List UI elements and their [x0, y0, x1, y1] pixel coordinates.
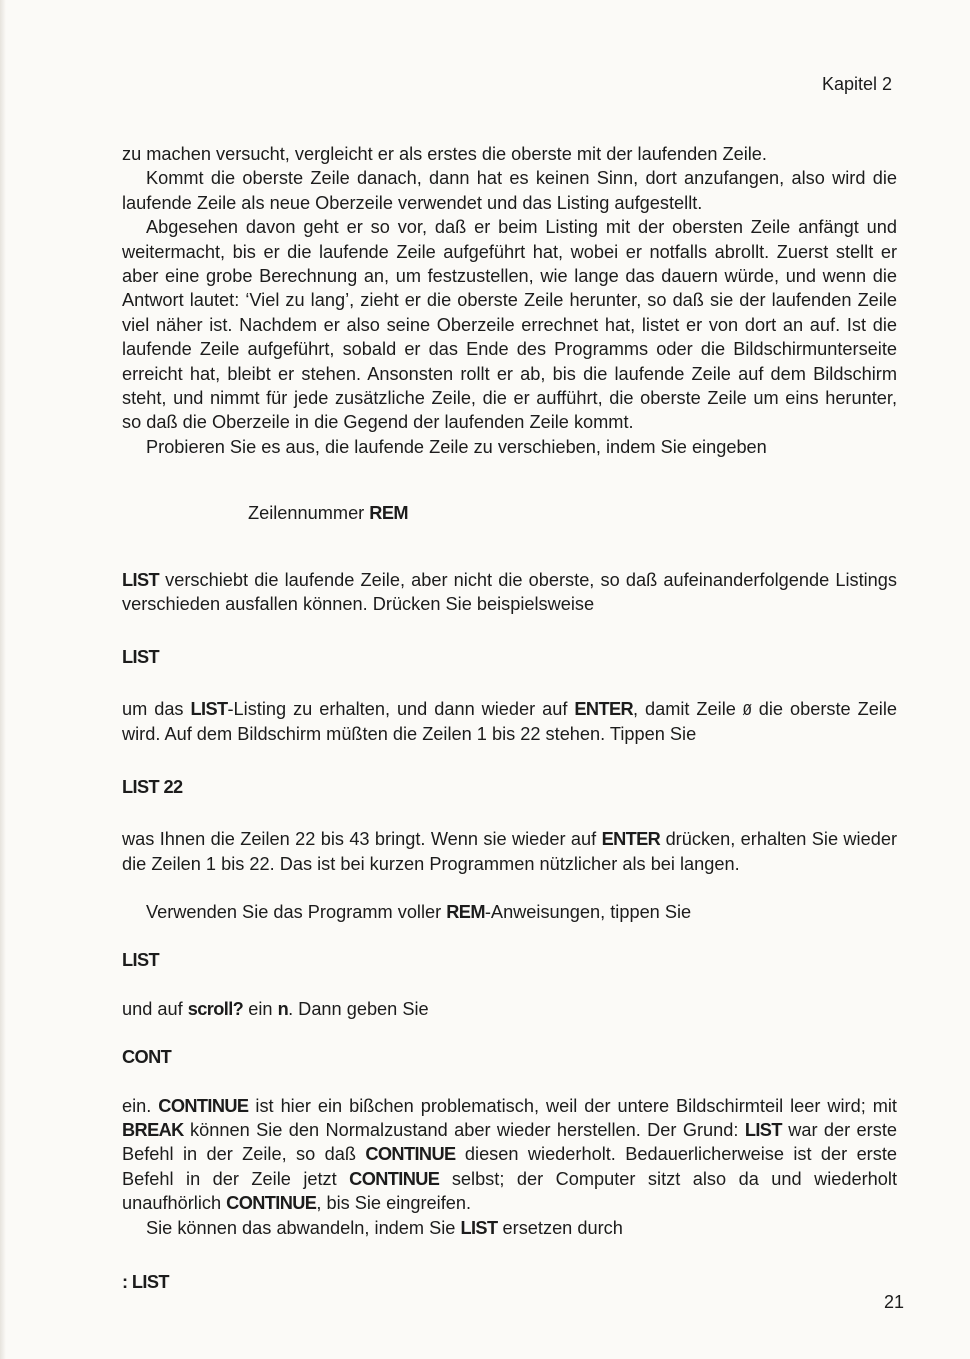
text: die oberste Zeile wird. Auf dem Bildschirm müßten die Zeilen 1 bis 22 stehen. Tippen Sie [122, 698, 898, 745]
command-line-5: CONT [122, 1047, 172, 1068]
slashed-zero: Ø [742, 700, 752, 719]
page-body [122, 142, 897, 1294]
keyword: LIST [460, 1217, 498, 1238]
text: . Dann geben Sie [288, 998, 429, 1019]
paragraph-4: Probieren Sie es aus, die laufende Zeile zu verschieben, indem Sie eingeben [146, 436, 767, 457]
command-line-1 [248, 501, 897, 525]
keyword: ENTER [574, 698, 634, 719]
command-line-6: : LIST [122, 1272, 169, 1292]
command-text: Zeilennummer [248, 503, 370, 524]
paragraph-11 [122, 1216, 897, 1240]
text: Verwenden Sie das Programm voller [146, 901, 447, 922]
text: , bis Sie eingreifen. [316, 1193, 472, 1214]
text: und auf [122, 998, 188, 1019]
text: Sie können das abwandeln, indem Sie [146, 1217, 461, 1238]
text: was Ihnen die Zeilen 22 bis 43 bringt. Wenn sie wieder auf [122, 829, 602, 850]
text: ein. [122, 1095, 159, 1116]
paragraph-3: Abgesehen davon geht er so vor, daß er beim Listing mit der obersten Zeile anfängt und weitermacht, bis er die laufende Zeile aufgeführt hat, wobei er notfalls abrollt. Zuerst stellt er aber eine grobe Berechnung an, um festzustellen, wie lange das dauern würde, und wenn die Antwort lautet: ‘Viel zu lang’, zieht er die oberste Zeile herunter, so daß sie der laufenden Zeile viel näher ist. Nachdem er also seine Oberzeile errechnet hat, listet er von dort an auf. Ist die laufende Zeile aufgeführt, sobald er das Ende des Programms oder die Bildschirmunterseite erreicht hat, bleibt er stehen. Ansonsten rollt er ab, bis die laufende Zeile auf dem Bildschirm steht, und nimmt für jede zusätzliche Zeile, die er aufführt, die oberste Zeile um eins herunter, so daß die Oberzeile in die Gegend der laufenden Zeile kommt. [122, 217, 897, 433]
chapter-header: Kapitel 2 [821, 74, 892, 94]
command-line-3: LIST 22 [122, 776, 183, 797]
text: diesen wiederholt. Bedauerlicherweise ist der erste Befehl in der Zeile jetzt [122, 1144, 898, 1189]
keyword: CONTINUE [226, 1193, 317, 1214]
text: ist hier ein bißchen problematisch, weil der untere Bildschirmteil leer wird; mit [248, 1095, 897, 1116]
paragraph-10 [122, 1094, 897, 1216]
keyword: REM [446, 901, 485, 922]
paragraph-8 [122, 900, 897, 924]
text: ersetzen durch [497, 1217, 623, 1238]
text: um das [122, 698, 191, 719]
text: ein [243, 998, 278, 1019]
paragraph-2: Kommt die oberste Zeile danach, dann hat es keinen Sinn, dort anzufangen, also wird die laufende Zeile als neue Oberzeile verwendet und das Listing aufgestellt. [122, 168, 897, 213]
keyword: LIST [190, 698, 228, 719]
keyword: LIST [744, 1119, 782, 1140]
keyword: n [277, 998, 289, 1019]
text: -Anweisungen, tippen Sie [484, 901, 692, 922]
keyword: LIST [122, 569, 160, 590]
paragraph-7 [122, 827, 897, 876]
keyword: ENTER [601, 829, 661, 850]
command-line-4: LIST [122, 950, 160, 971]
keyword: BREAK [122, 1119, 184, 1140]
keyword: CONTINUE [349, 1168, 440, 1189]
keyword: CONTINUE [365, 1144, 456, 1165]
text: war der erste Befehl in der Zeile, so daß [122, 1119, 897, 1165]
text: können Sie den Normalzustand aber wieder herstellen. Der Grund: [183, 1119, 745, 1140]
text: selbst; der Computer sitzt also da und wiederholt unaufhörlich [122, 1168, 897, 1214]
text: drücken, erhalten Sie wieder die Zeilen 1 bis 22. Das ist bei kurzen Programmen nützlicher als bei langen. [122, 829, 897, 874]
page-edge [0, 0, 6, 1359]
paragraph-1: zu machen versucht, vergleicht er als erstes die oberste mit der laufenden Zeile. [122, 144, 767, 164]
command-line-2: LIST [122, 646, 160, 667]
keyword: CONTINUE [158, 1095, 249, 1116]
keyword: REM [369, 503, 408, 524]
paragraph-9 [122, 997, 897, 1021]
text: , damit Zeile [633, 698, 743, 719]
paragraph-6 [122, 697, 897, 747]
paragraph-5 [122, 568, 897, 617]
text: -Listing zu erhalten, und dann wieder auf [227, 698, 575, 719]
keyword: scroll? [187, 998, 244, 1019]
text: verschiebt die laufende Zeile, aber nicht die oberste, so daß aufeinanderfolgende Listings verschieden ausfallen können. Drücken Sie beispielsweise [122, 569, 897, 615]
page-number: 21 [883, 1292, 904, 1312]
